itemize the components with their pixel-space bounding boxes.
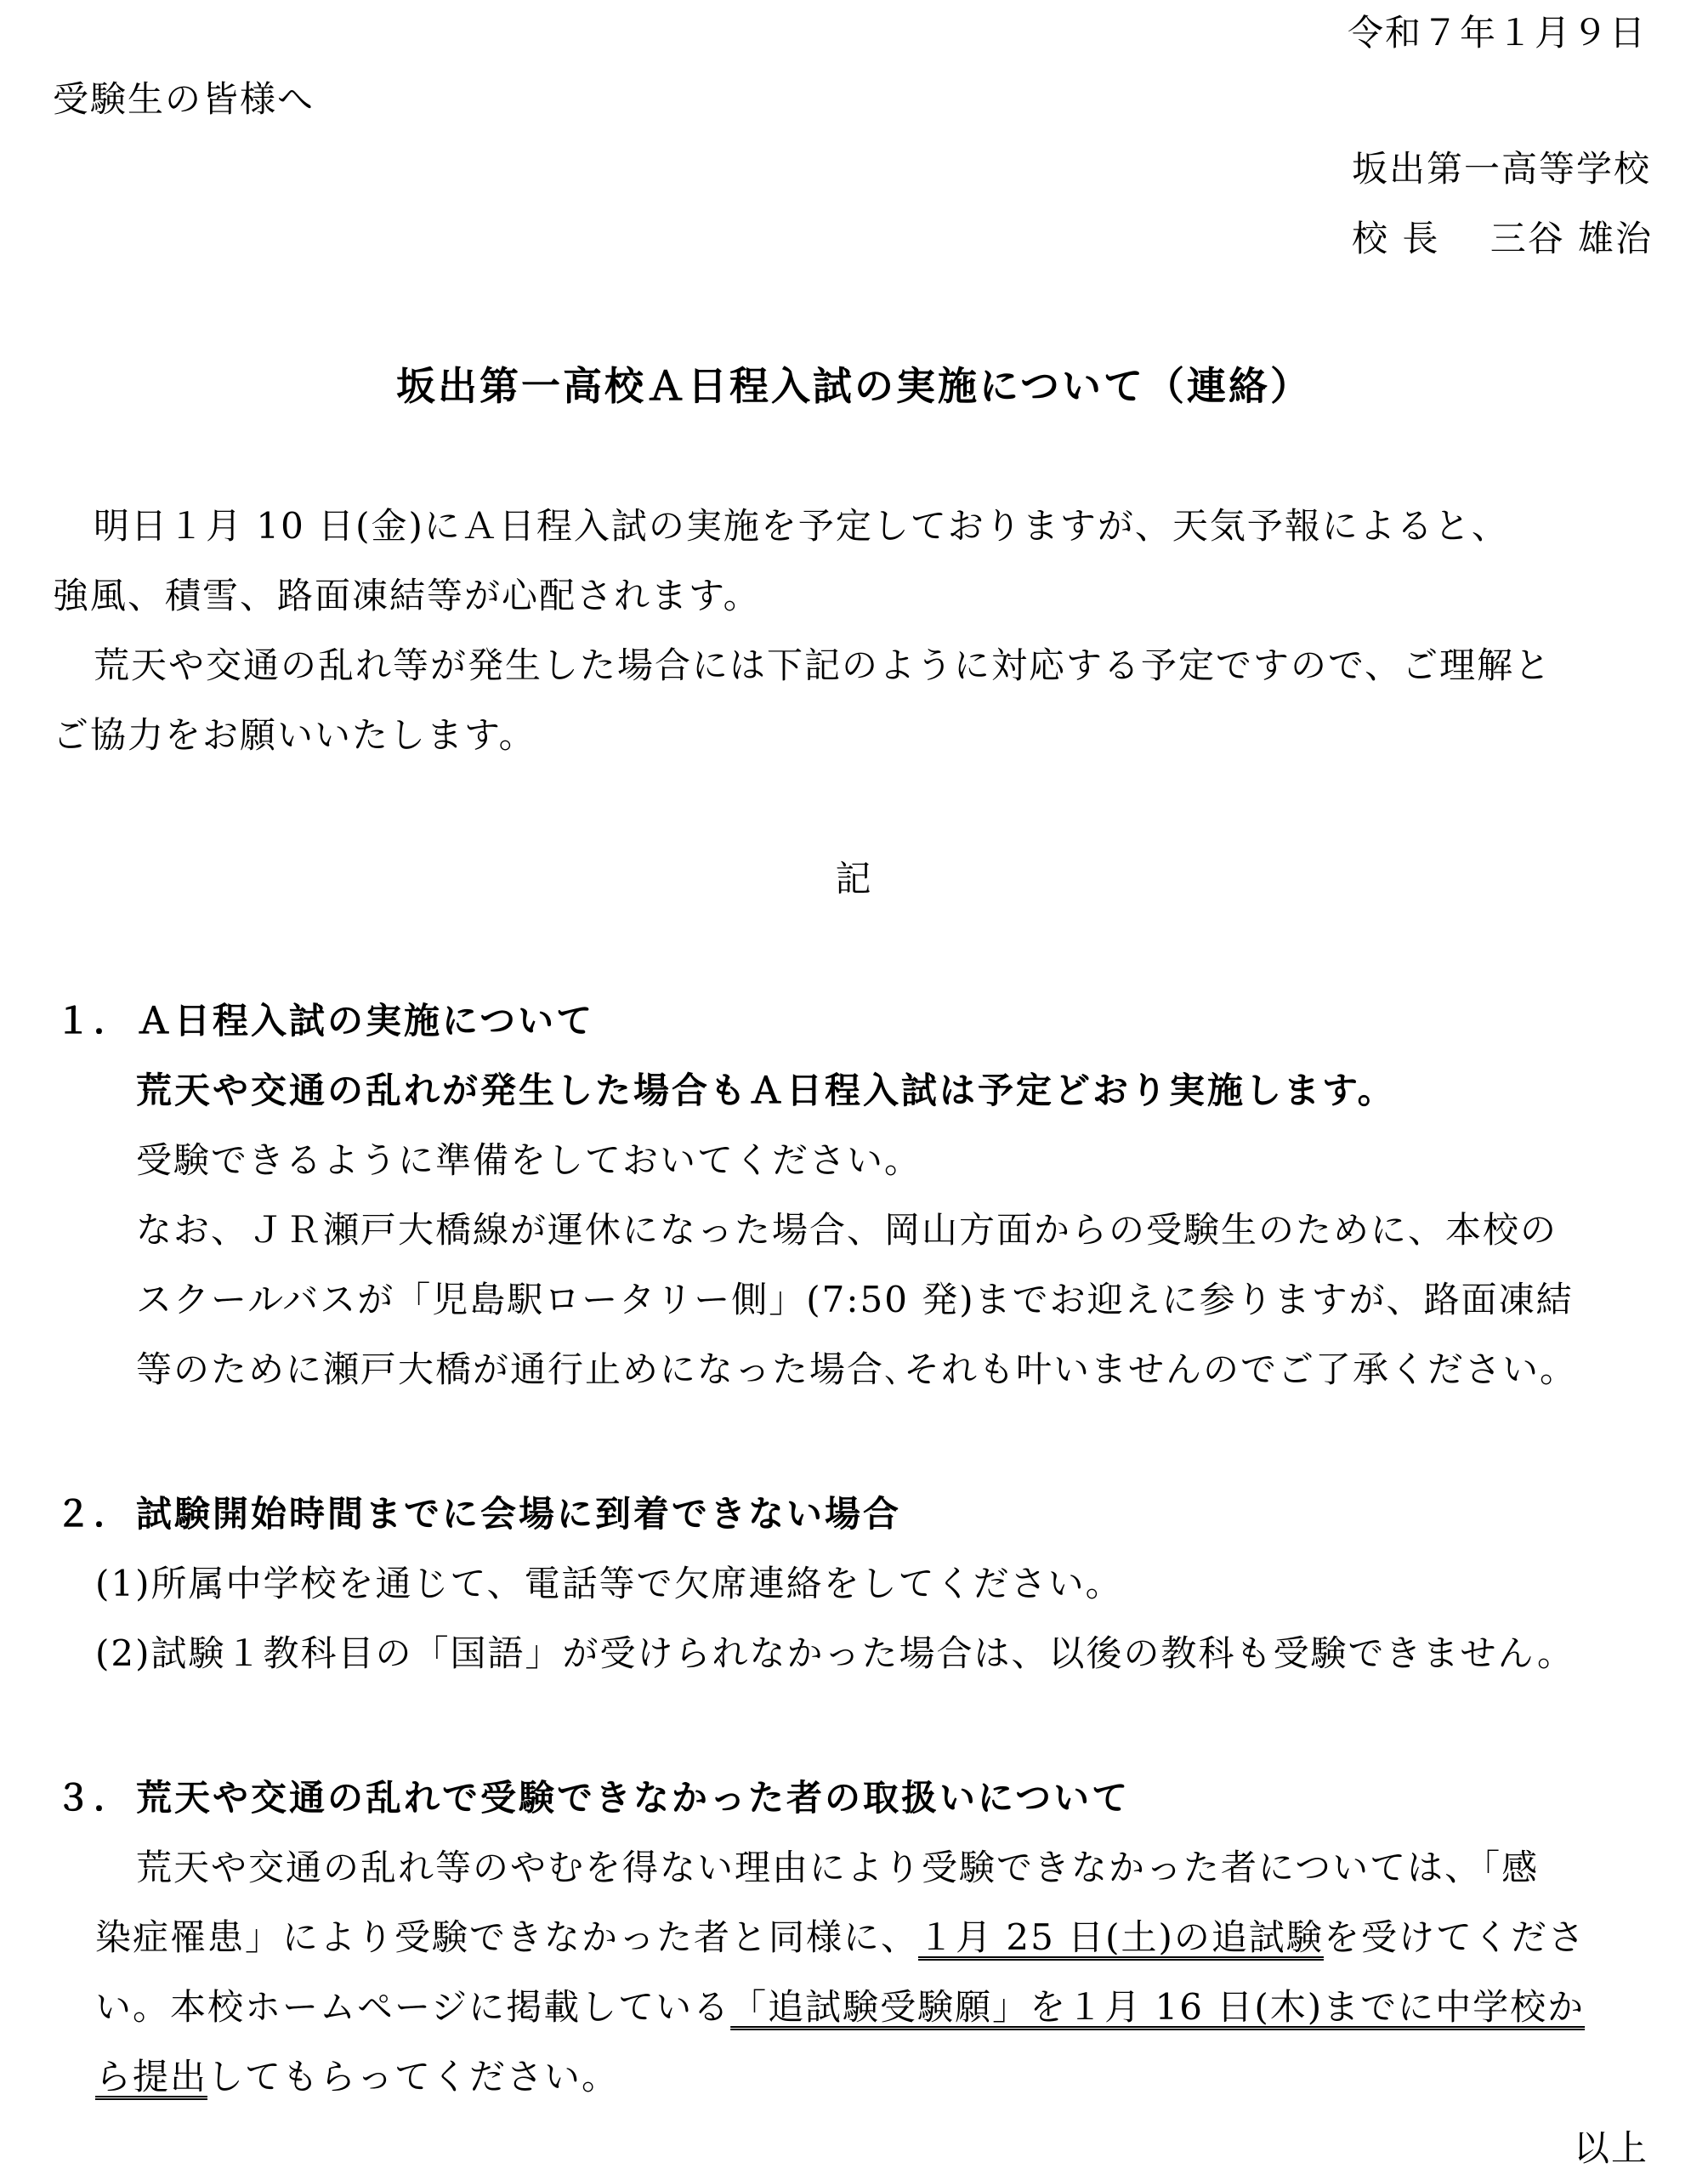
section2-item2: (2)試験１教科目の「国語」が受けられなかった場合は、以後の教科も受験できません。 (95, 1632, 1575, 1674)
section3-line2-text-a: 染症罹患」により受験できなかった者と同様に、 (95, 1916, 919, 1958)
section3-line4 (95, 2052, 619, 2102)
section2-number: ２． (55, 1493, 133, 1535)
section1-line1: 受験できるように準備をしておいてください。 (136, 1139, 922, 1181)
intro-p1-line2: 強風、積雪、路面凍結等が心配されます。 (53, 575, 761, 616)
date: 令和７年１月９日 (1347, 12, 1647, 54)
section3-line2-text-c: を受けてくださ (1323, 1916, 1586, 1958)
section1-heading (55, 996, 594, 1046)
section3-line3 (95, 1983, 1585, 2032)
section3-heading (55, 1774, 1130, 1823)
makeup-exam-date: １月 25 日(土)の追試験 (918, 1916, 1324, 1958)
section3-line4-text-b: してもらってください。 (207, 2056, 620, 2097)
application-deadline: 「追試験受験願」を１月 16 日(木)までに中学校か (730, 1986, 1586, 2028)
section3-line3-text-a: い。本校ホームページに掲載している (95, 1986, 731, 2028)
section1-heading-text: Ａ日程入試の実施について (136, 1000, 595, 1042)
section3-line2 (95, 1913, 1586, 1962)
sender-principal: 校 長 三谷 雄治 (1352, 218, 1654, 259)
intro-p2-line2: ご協力をお願いいたします。 (53, 714, 536, 756)
section1-bold-line: 荒天や交通の乱れが発生した場合もＡ日程入試は予定どおり実施します。 (136, 1070, 1396, 1111)
section2-heading-text: 試験開始時間までに会場に到着できない場合 (136, 1493, 902, 1535)
section3-number: ３． (55, 1777, 133, 1819)
submission-phrase: ら提出 (95, 2056, 208, 2097)
section2-heading (55, 1490, 901, 1539)
recipient: 受験生の皆様へ (53, 78, 315, 120)
section2-item1: (1)所属中学校を通じて、電話等で欠席連絡をしてください。 (95, 1563, 1123, 1604)
section3-line1: 荒天や交通の乱れ等のやむを得ない理由により受験できなかった者については、「感 (136, 1847, 1540, 1888)
section3-heading-text: 荒天や交通の乱れで受験できなかった者の取扱いについて (136, 1777, 1131, 1819)
intro-p2-line1: 荒天や交通の乱れ等が発生した場合には下記のように対応する予定ですので、ご理解と (94, 644, 1552, 686)
section1-line3: スクールバスが「児島駅ロータリー側」(7:50 発)までお迎えに参りますが、路面凍結 (136, 1279, 1574, 1320)
closing-ijou: 以上 (1573, 2127, 1648, 2169)
sender-school: 坂出第一高等学校 (1352, 148, 1652, 190)
document-title: 坂出第一高校Ａ日程入試の実施について（連絡） (395, 363, 1313, 409)
ki-marker: 記 (835, 858, 873, 900)
section1-line2: なお、ＪＲ瀬戸大橋線が運休になった場合、岡山方面からの受験生のために、本校の (136, 1209, 1558, 1251)
section1-line4: 等のために瀬戸大橋が通行止めになった場合､それも叶いませんのでご了承ください。 (136, 1348, 1578, 1390)
section1-number: １． (55, 1000, 133, 1042)
intro-p1-line1: 明日１月 10 日(金)にＡ日程入試の実施を予定しておりますが、天気予報によると、 (94, 505, 1509, 547)
